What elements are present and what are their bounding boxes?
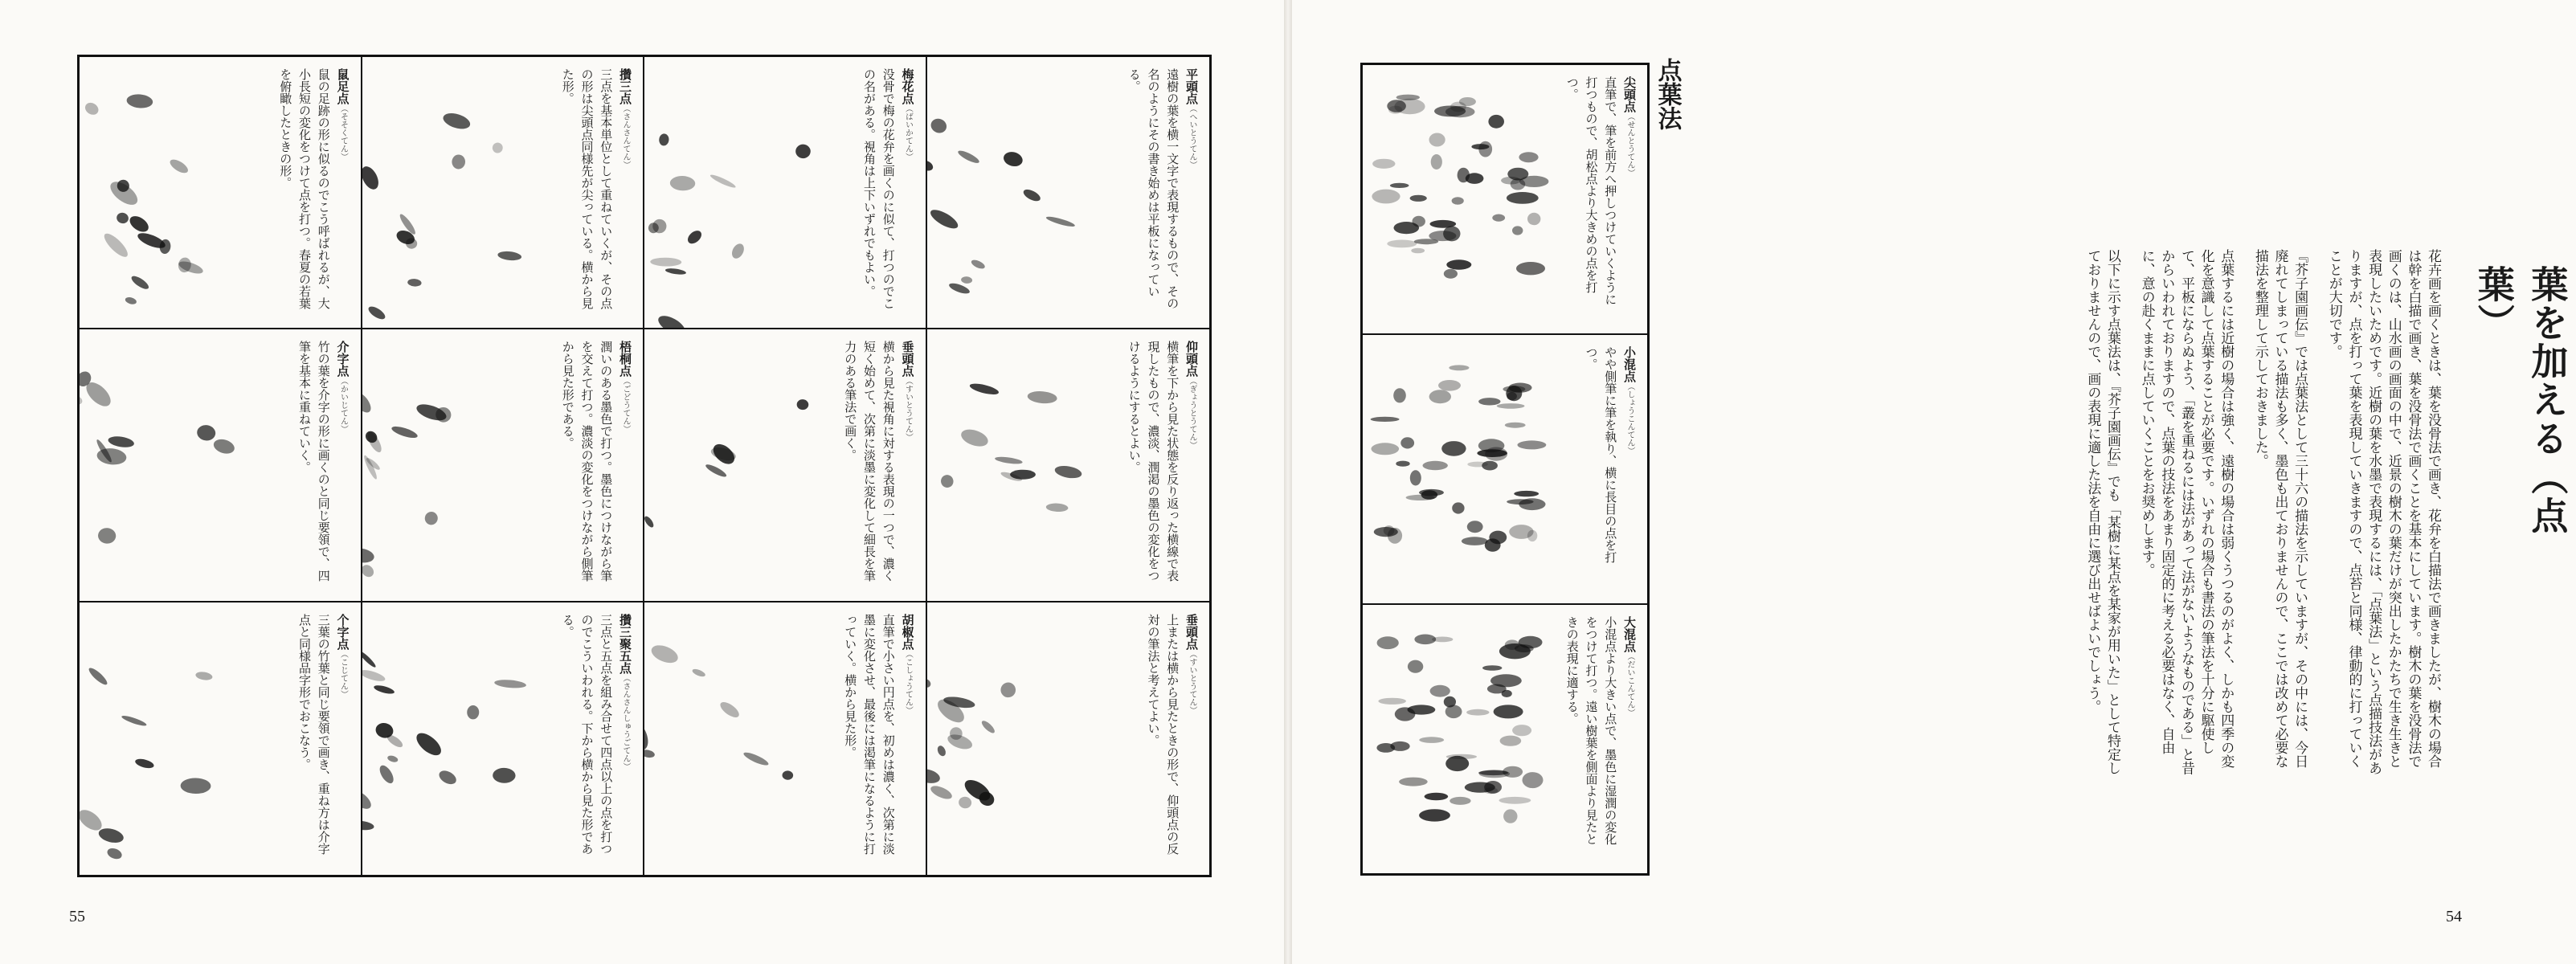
stroke-title: 攢三聚五点: [618, 613, 632, 674]
stroke-caption: [1582, 346, 1639, 579]
stroke-cell-r3c3: [644, 602, 927, 875]
stroke-caption: [1144, 614, 1201, 855]
left-page: [0, 0, 1284, 964]
stroke-reading: （ごどうてん）: [621, 377, 630, 434]
stroke-title: 胡椒点: [900, 613, 915, 650]
stroke-description: 三点と五点を組み合せて四点以上の点を打つのでこういわれる。下から横から見た形である。: [560, 613, 614, 855]
stroke-cell-r1c4: [927, 57, 1210, 329]
stroke-reading: （さんさんてん）: [621, 104, 630, 169]
stroke-title: 垂頭点: [1184, 613, 1199, 650]
stroke-reading: （そそくてん）: [338, 104, 348, 161]
stroke-cell-c1: [1363, 65, 1647, 335]
stroke-title: 仰頭点: [1184, 341, 1199, 378]
stroke-cell-r2c3: [644, 329, 927, 602]
stroke-title: 小混点: [1622, 346, 1637, 382]
stroke-reading: （こじてん）: [338, 649, 348, 698]
stroke-table: [77, 55, 1212, 877]
stroke-caption: [558, 68, 635, 309]
stroke-caption: [1563, 616, 1639, 849]
stroke-cell-r3c2: [362, 602, 645, 875]
stroke-caption: [276, 68, 353, 309]
stroke-description: 遠樹の葉を横一文字で表現するもので、その名のようにその書き始めは平板になっている。: [1126, 68, 1180, 309]
stroke-cell-c3: [1363, 605, 1647, 873]
stroke-title: 垂頭点: [900, 341, 915, 378]
stroke-title: 梅花点: [900, 68, 915, 104]
stroke-title: 鼠足点: [335, 68, 350, 104]
stroke-description: 横から見た視角に対する表現の一つで、濃く短く始めて、次第に淡墨に変化して細長を筆力のある筆法で画く。: [843, 341, 896, 582]
stroke-description: 三葉の竹葉と同じ要領で画き、重ね方は介字点と同様品字形でおこなう。: [297, 613, 331, 855]
stroke-caption: [841, 614, 918, 855]
stroke-caption: [1563, 76, 1639, 309]
stroke-reading: （こしょうてん）: [903, 649, 913, 714]
book-gutter: [1284, 0, 1292, 964]
stroke-reading: （へいとうてん）: [1188, 104, 1196, 169]
body-paragraph: 点葉するには近樹の場合は強く、遠樹の場合は弱くうつるのがよく、しかも四季の変化を意識して点葉することが必要です。いずれの場合も書法の筆法を十分に駆使して、平板にならぬよう、「叢を重ねるには法があって法がないようなものである」と昔からいわれておりますので、点葉の技法をあまり固定的に考える必要はなく、自由に、意の赴くままに点していくことをお奨めします。: [2138, 249, 2235, 775]
stroke-description: 小混点より大きい点で、墨色に湿潤の変化をつけて打つ。遠い樹葉を側面より見たときの表現に適する。: [1564, 616, 1618, 845]
body-text: [1928, 249, 2443, 779]
stroke-caption: [558, 341, 635, 582]
stroke-reading: （ばいかてん）: [903, 104, 913, 161]
stroke-caption: [1125, 341, 1201, 582]
stroke-description: 上または横から見たときの形で、仰頭点の反対の筆法と考えてよい。: [1146, 613, 1180, 855]
stroke-caption: [295, 341, 352, 582]
stroke-reading: （さんさんしゅうごてん）: [621, 673, 630, 770]
stroke-reading: （かいじてん）: [338, 377, 348, 434]
section-label: 点葉法: [1653, 58, 1682, 130]
stroke-cell-r3c4: [927, 602, 1210, 875]
page-number-right: 54: [2446, 908, 2462, 925]
stroke-caption: [1125, 68, 1201, 309]
stroke-reading: （ぎょうとうてん）: [1188, 377, 1196, 450]
stroke-caption: [558, 614, 635, 855]
stroke-caption: [841, 341, 918, 582]
stroke-cell-c2: [1363, 335, 1647, 605]
stroke-cell-r1c3: [644, 57, 927, 329]
stroke-title: 大混点: [1622, 616, 1637, 652]
stroke-description: 三点を基本単位として重ねていくが、その点の形は尖頭点同様先が尖っている。横から見た形。: [560, 68, 614, 309]
stroke-description: 鼠の足跡の形に似るのでこう呼ばれるが、大小長短の変化をつけて点を打つ。春夏の若葉を俯瞰したときの形。: [278, 68, 331, 309]
stroke-title: 攢三点: [618, 68, 632, 104]
stroke-description: 直筆で小さい円点を、初めは濃く、次第に淡墨に変化させ、最後には渇筆になるように打っていく。横から見た形。: [843, 613, 896, 855]
stroke-reading: （すいとうてん）: [903, 377, 913, 442]
stroke-title: 介字点: [335, 341, 350, 378]
stroke-reading: （しょうこんてん）: [1625, 382, 1634, 455]
page-number-left: 55: [69, 908, 85, 925]
stroke-description: 横筆を下から見た状態を反り返った横線で表現したもので、濃淡、潤渇の墨色の変化をつけるようにするとよい。: [1126, 341, 1180, 582]
chapter-title: 葉を加える（点葉）: [2472, 265, 2570, 535]
stroke-cell-r2c1: [80, 329, 362, 602]
stroke-caption: [295, 614, 352, 855]
stroke-description: やや側筆に筆を執り、横に長目の点を打つ。: [1584, 346, 1618, 563]
stroke-column: [1360, 63, 1650, 876]
stroke-caption: [860, 68, 917, 309]
stroke-description: 潤いのある墨色で打つ。墨色につけながら筆を交えて打つ。濃淡の変化をつけながら側筆から見た形である。: [560, 341, 614, 582]
stroke-reading: （すいとうてん）: [1188, 649, 1196, 714]
stroke-reading: （せんとうてん）: [1625, 112, 1634, 177]
stroke-cell-r2c4: [927, 329, 1210, 602]
stroke-reading: （だいこんてん）: [1625, 652, 1634, 717]
stroke-description: 直筆で、筆を前方へ押しつけていくように打つもので、胡松点より大きめの点を打つ。: [1564, 76, 1618, 305]
stroke-title: 个字点: [335, 613, 350, 650]
stroke-title: 尖頭点: [1622, 76, 1637, 112]
body-paragraph: 以下に示す点葉法は、『芥子園画伝』でも「某樹に某点を某家が用いた」として特定しておりませんので、画の表現に適した法を自由に選び出せばよいでしょう。: [2084, 249, 2121, 775]
stroke-description: 没骨で梅の花弁を画くのに似て、打つのでこの名がある。視角は上下いずれでもよい。: [862, 68, 896, 309]
stroke-description: 竹の葉を介字の形に画くのと同じ要領で、四筆を基本に重ねていく。: [297, 341, 331, 582]
stroke-title: 平頭点: [1184, 68, 1199, 104]
stroke-cell-r1c1: [80, 57, 362, 329]
body-paragraph: 花卉画を画くときは、葉を没骨法で画き、花弁を白描法で画きましたが、樹木の場合は幹を白描で画き、葉を没骨法で画くことを基本にしています。樹木の葉を没骨法で画くのは、山水画の画面の中で、近景の樹木の葉だけが突出したかたちで生き生きと表現したいためです。近樹の葉を水墨で表現するには、「点葉法」という点描技法がありますが、点を打って葉を表現していきますので、点苔と同様、律動的に打っていくことが大切です。: [2325, 249, 2441, 775]
body-paragraph: 『芥子園画伝』では点葉法として三十六の描法を示していますが、その中には、今日廃れてしまっている描法も多く、墨色も出ておりませんので、ここでは改めて必要な描法を整理して示しておきました。: [2251, 249, 2308, 768]
stroke-cell-r3c1: [80, 602, 362, 875]
stroke-cell-r1c2: [362, 57, 645, 329]
stroke-cell-r2c2: [362, 329, 645, 602]
stroke-title: 梧桐点: [618, 341, 632, 378]
